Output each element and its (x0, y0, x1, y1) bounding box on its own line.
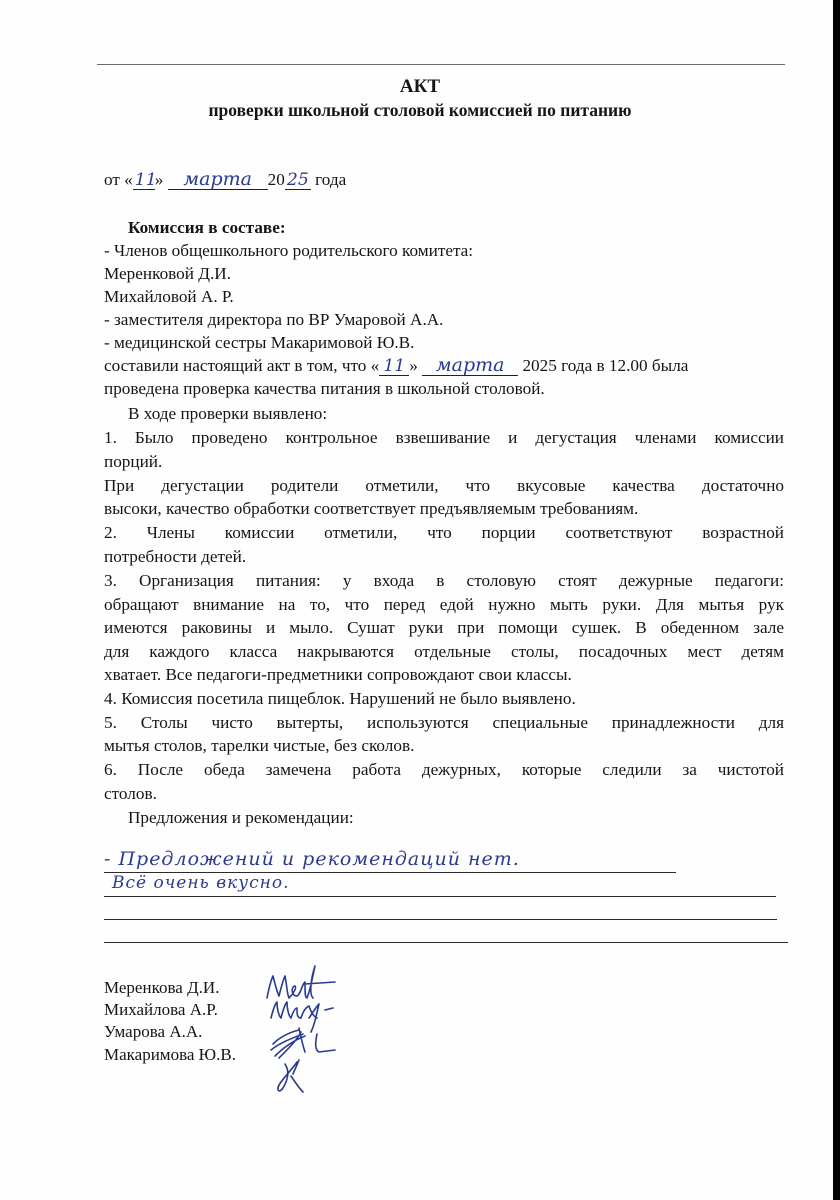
finding-line: 6. После обеда замечена работа дежурных, которые следили за чистотой (104, 760, 784, 779)
scan-edge (833, 0, 840, 1200)
commission-line: Михайловой А. Р. (104, 287, 234, 306)
finding-line: 3. Организация питания: у входа в столовую стоят дежурные педагоги: (104, 571, 784, 590)
finding-line: имеются раковины и мыло. Сушат руки при помощи сушек. В обеденном зале (104, 618, 784, 637)
finding-line: 5. Столы чисто вытерты, используются специальные принадлежности для (104, 713, 784, 732)
signatory-name: Макаримова Ю.В. (104, 1045, 236, 1064)
header-rule (97, 64, 785, 65)
act-statement-line2: проведена проверка качества питания в школьной столовой. (104, 379, 545, 398)
statement-day: 11 (379, 358, 409, 376)
write-line (104, 872, 676, 873)
recommendation-handwritten: Всё очень вкусно. (112, 873, 290, 893)
finding-line: хватает. Все педагоги-предметники сопровождают свои классы. (104, 665, 572, 684)
finding-line: 4. Комиссия посетила пищеблок. Нарушений не было выявлено. (104, 689, 576, 708)
finding-line: 2. Члены комиссии отметили, что порции соответствуют возрастной (104, 523, 784, 542)
finding-line: столов. (104, 784, 157, 803)
finding-line: порций. (104, 452, 163, 471)
date-day: 11 (134, 170, 157, 190)
finding-line: мытья столов, тарелки чистые, без сколов. (104, 736, 415, 755)
commission-line: Меренковой Д.И. (104, 264, 231, 283)
recommendations-heading: Предложения и рекомендации: (128, 808, 354, 827)
recommendation-handwritten: - Предложений и рекомендаций нет. (104, 848, 520, 870)
write-line (104, 896, 776, 897)
write-line (104, 919, 777, 920)
document-title: АКТ (399, 76, 441, 97)
signatory-name: Умарова А.А. (104, 1022, 203, 1041)
act-statement: составили настоящий акт в том, что « 11 » марта 2025 года в 12.00 была (104, 354, 689, 376)
commission-line: - заместителя директора по ВР Умаровой А.А. (104, 310, 444, 329)
date-line: от « 11» марта 20 25 года (104, 168, 347, 190)
write-line (104, 942, 788, 943)
commission-heading: Комиссия в составе: (128, 218, 286, 237)
signatory-name: Михайлова А.Р. (104, 1000, 218, 1019)
signatures-icon (255, 958, 365, 1098)
signatory-name: Меренкова Д.И. (104, 978, 220, 997)
statement-month: марта (422, 356, 518, 376)
finding-line: для каждого класса накрываются отдельные столы, посадочных мест детям (104, 642, 784, 661)
finding-line: обращают внимание на то, что перед едой нужно мыть руки. Для мытья рук (104, 595, 784, 614)
finding-line: потребности детей. (104, 547, 247, 566)
date-year: 25 (285, 172, 311, 190)
commission-line: - Членов общешкольного родительского комитета: (104, 241, 474, 260)
date-month: марта (168, 170, 268, 190)
document-subtitle: проверки школьной столовой комиссией по питанию (208, 100, 632, 120)
finding-line: 1. Было проведено контрольное взвешивание и дегустация членами комиссии (104, 428, 784, 447)
commission-line: - медицинской сестры Макаримовой Ю.В. (104, 333, 415, 352)
finding-line: При дегустации родители отметили, что вкусовые качества достаточно (104, 476, 784, 495)
finding-line: высоки, качество обработки соответствует предъявляемым требованиям. (104, 499, 639, 518)
findings-heading: В ходе проверки выявлено: (128, 404, 328, 423)
